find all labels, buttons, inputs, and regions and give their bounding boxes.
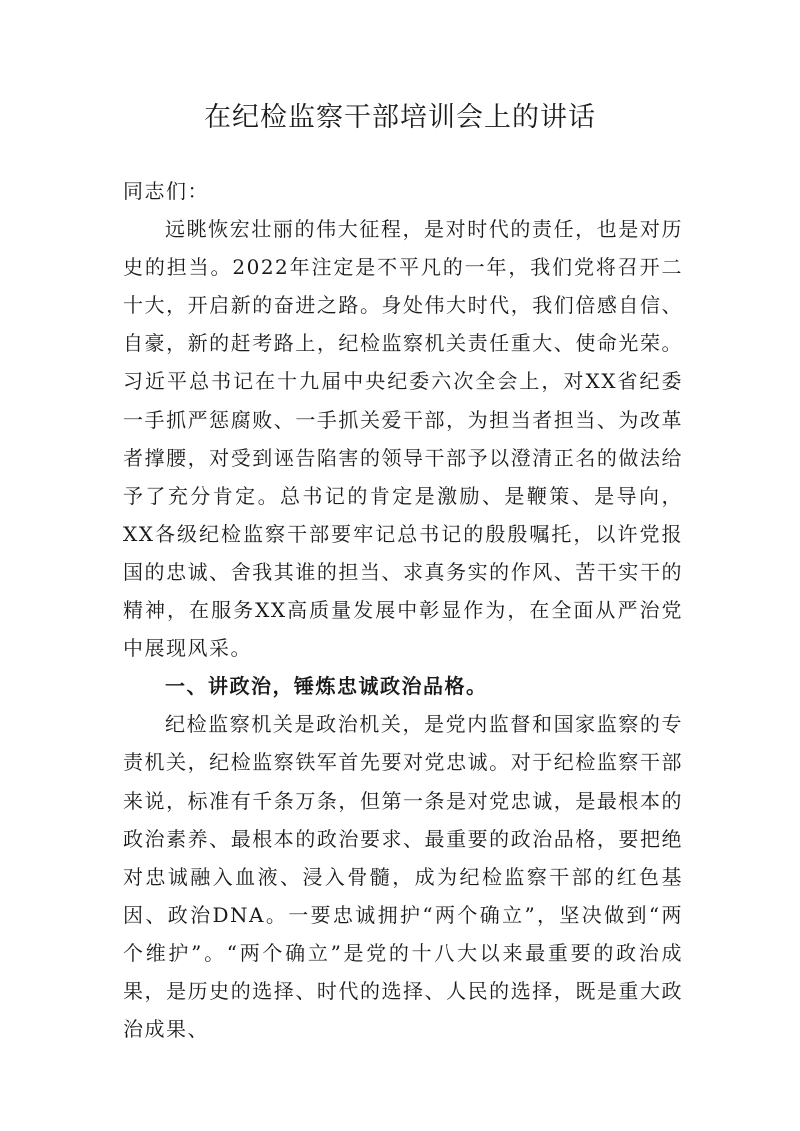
document-body bbox=[123, 172, 683, 1048]
document-title: 在纪检监察干部培训会上的讲话 bbox=[204, 102, 596, 133]
section-paragraph: 纪检监察机关是政治机关，是党内监督和国家监察的专责机关，纪检监察铁军首先要对党忠诚。对于纪检监察干部来说，标准有千条万条，但第一条是对党忠诚，是最根本的政治素养、最根本的政治要求、最重要的政治品格，要把绝对忠诚融入血液、浸入骨髓，成为纪检监察干部的红色基因、政治DNA。一要忠诚拥护“两个确立”，坚决做到“两个维护”。“两个确立”是党的十八大以来最重要的政治成果，是历史的选择、时代的选择、人民的选择，既是重大政治成果、 bbox=[123, 712, 683, 1042]
section-heading: 一、讲政治，锤炼忠诚政治品格。 bbox=[165, 674, 488, 699]
intro-paragraph: 远眺恢宏壮丽的伟大征程，是对时代的责任，也是对历史的担当。2022年注定是不平凡的一年，我们党将召开二十大，开启新的奋进之路。身处伟大时代，我们倍感自信、自豪，新的赶考路上，纪检监察机关责任重大、使命光荣。习近平总书记在十九届中央纪委六次全会上，对XX省纪委一手抓严惩腐败、一手抓关爱干部，为担当者担当、为改革者撑腰，对受到诬告陷害的领导干部予以澄清正名的做法给予了充分肯定。总书记的肯定是激励、是鞭策、是导向，XX各级纪检监察干部要牢记总书记的殷殷嘱托，以许党报国的忠诚、舍我其谁的担当、求真务实的作风、苦干实干的精神，在服务XX高质量发展中彰显作为，在全面从严治党中展现风采。 bbox=[123, 217, 683, 661]
salutation: 同志们： bbox=[123, 179, 209, 203]
